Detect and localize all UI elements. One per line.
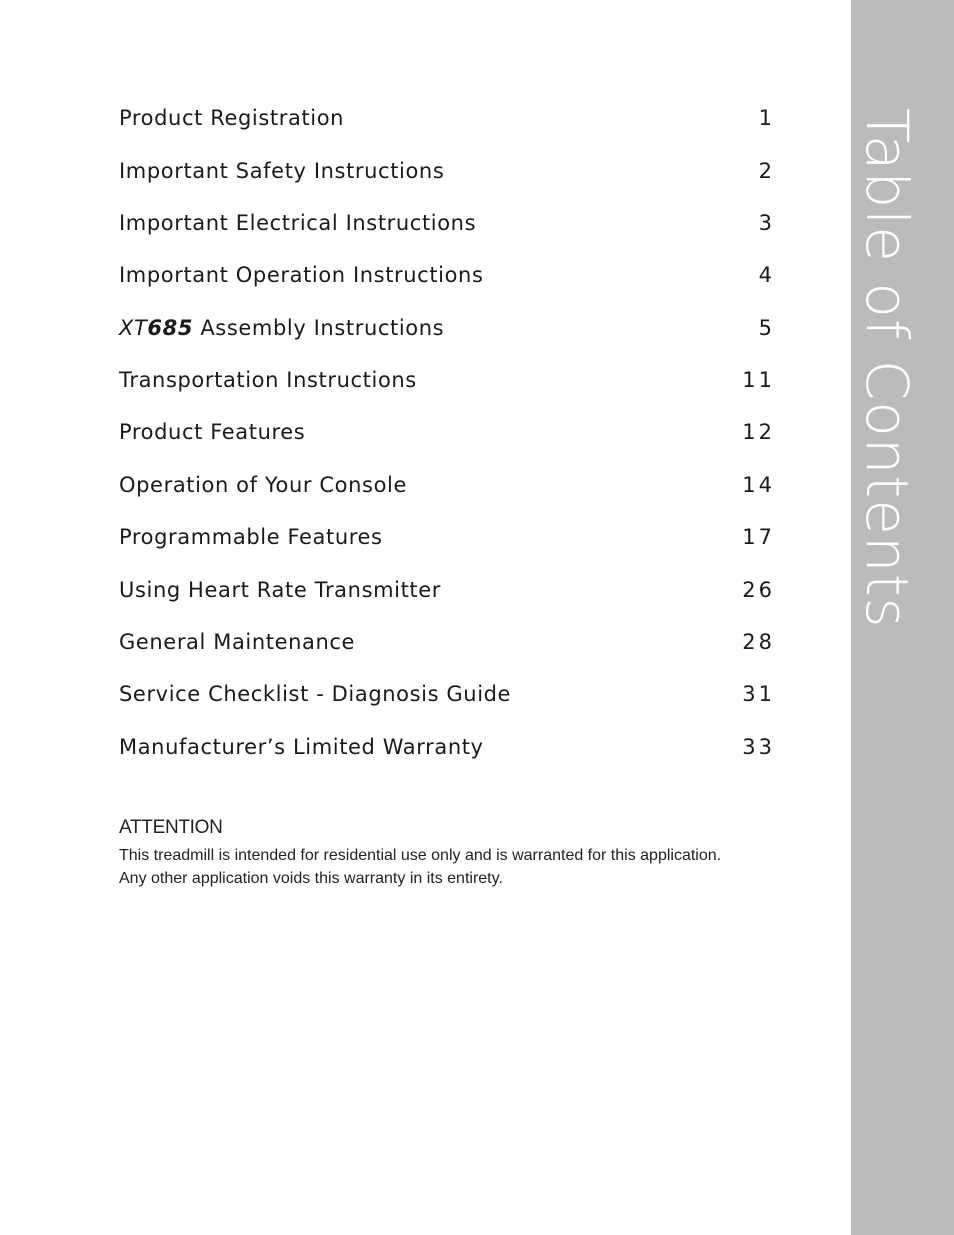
toc-entry-page: 11 — [742, 368, 775, 392]
toc-entry-title: Transportation Instructions — [119, 368, 417, 392]
toc-entry[interactable] — [119, 679, 775, 709]
attention-line: Any other application voids this warranty in its entirety. — [119, 870, 503, 887]
toc-entry[interactable] — [119, 470, 775, 500]
toc-entry-page: 28 — [742, 630, 775, 654]
attention-heading: ATTENTION — [119, 817, 223, 838]
toc-entry-title: Important Safety Instructions — [119, 159, 445, 183]
toc-entry-page: 5 — [758, 316, 775, 340]
toc-entry-page: 3 — [758, 211, 775, 235]
toc-entry-title-text: Assembly Instructions — [200, 316, 445, 340]
toc-entry-title: Product Registration — [119, 106, 345, 130]
attention-line: This treadmill is intended for residential use only and is warranted for this application. — [119, 847, 722, 864]
toc-entry-page: 12 — [742, 420, 775, 444]
toc-entry[interactable] — [119, 627, 775, 657]
toc-entry-page: 2 — [758, 159, 775, 183]
toc-entry-title: Important Operation Instructions — [119, 263, 484, 287]
toc-entry[interactable] — [119, 313, 775, 343]
toc-entry-title — [119, 316, 444, 340]
toc-entry-page: 1 — [758, 106, 775, 130]
toc-entry[interactable] — [119, 365, 775, 395]
toc-entry-page: 26 — [742, 578, 775, 602]
toc-entry-page: 17 — [742, 525, 775, 549]
sidebar-title: Table of Contents — [853, 108, 921, 629]
toc-entry-title: Operation of Your Console — [119, 473, 407, 497]
toc-entry[interactable] — [119, 103, 775, 133]
toc-entry-title: Important Electrical Instructions — [119, 211, 477, 235]
toc-entry[interactable] — [119, 156, 775, 186]
toc-entry[interactable] — [119, 575, 775, 605]
toc-entry-title: Manufacturer’s Limited Warranty — [119, 735, 484, 759]
model-prefix: XT — [119, 316, 148, 340]
model-number: 685 — [147, 316, 194, 340]
toc-entry-page: 4 — [758, 263, 775, 287]
toc-entry[interactable] — [119, 260, 775, 290]
toc-entry[interactable] — [119, 522, 775, 552]
toc-entry-page: 31 — [742, 682, 775, 706]
toc-entry-title: General Maintenance — [119, 630, 356, 654]
toc-entry-page: 33 — [742, 735, 775, 759]
attention-notice — [119, 817, 799, 890]
toc-entry-page: 14 — [742, 473, 775, 497]
toc-entry[interactable] — [119, 208, 775, 238]
toc-entry-title: Service Checklist - Diagnosis Guide — [119, 682, 512, 706]
toc-entry-title: Product Features — [119, 420, 306, 444]
toc-entry-title: Programmable Features — [119, 525, 383, 549]
toc-entry[interactable] — [119, 417, 775, 447]
toc-entry-title: Using Heart Rate Transmitter — [119, 578, 442, 602]
toc-entry[interactable] — [119, 732, 775, 762]
